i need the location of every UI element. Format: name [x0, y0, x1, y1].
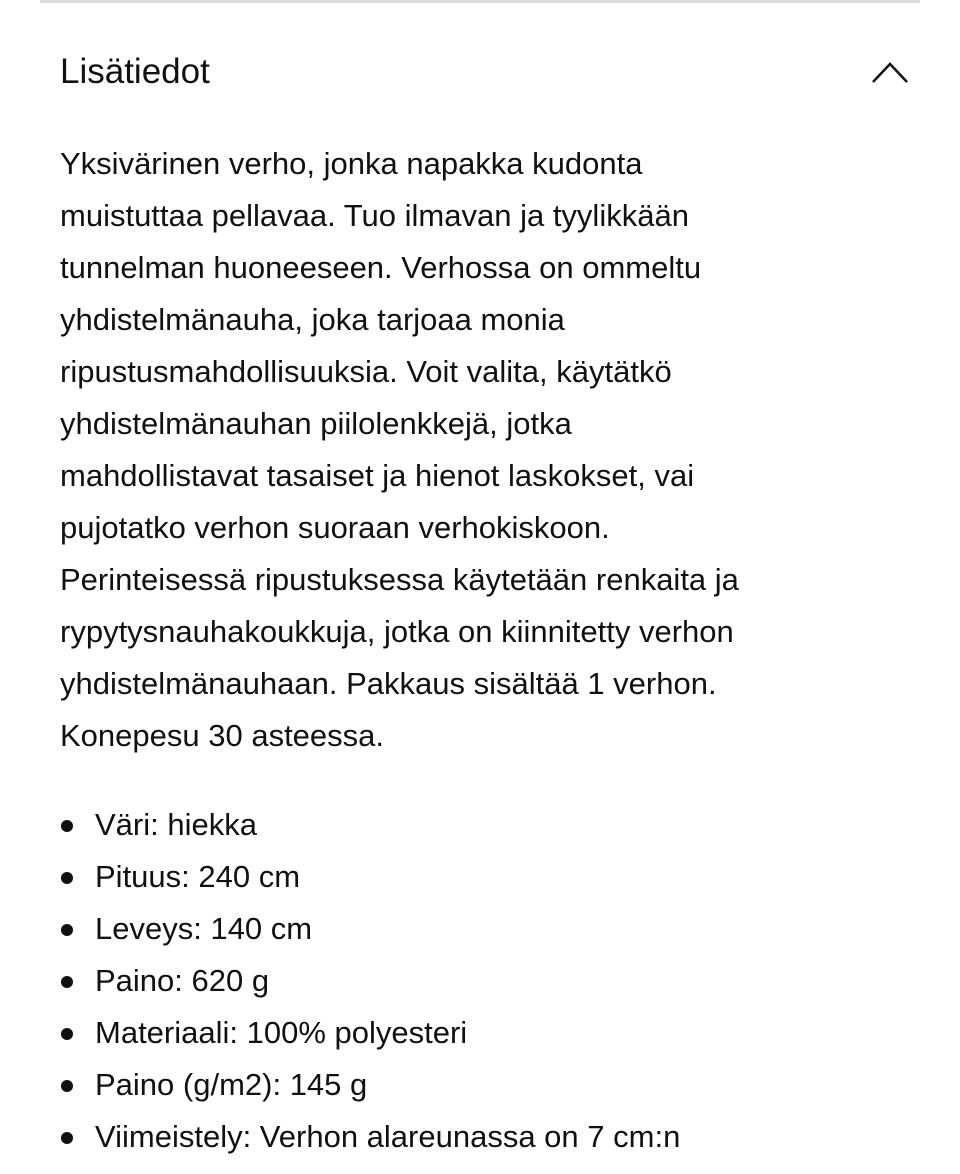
description-line: yhdistelmänauhan piilolenkkejä, jotka: [60, 406, 572, 441]
description-line: tunnelman huoneeseen. Verhossa on ommeltu: [60, 250, 702, 285]
description-line: pujotatko verhon suoraan verhokiskoon.: [60, 510, 610, 545]
description-line: ripustusmahdollisuuksia. Voit valita, käytätkö: [60, 354, 672, 389]
accordion-header-lisatiedot[interactable]: [60, 46, 910, 98]
description-line: Yksivärinen verho, jonka napakka kudonta: [60, 146, 643, 181]
spec-text: Leveys: 140 cm: [95, 911, 313, 946]
description-line: rypytysnauhakoukkuja, jotka on kiinnitetty verhon: [60, 614, 734, 649]
description-line: yhdistelmänauhaan. Pakkaus sisältää 1 verhon.: [60, 666, 717, 701]
spec-text: Paino: 620 g: [95, 963, 270, 998]
spec-item: [60, 1007, 680, 1059]
spec-item: [60, 851, 680, 903]
spec-text: Pituus: 240 cm: [95, 859, 301, 894]
section-title: Lisätiedot: [60, 52, 210, 91]
bullet-icon: [61, 976, 73, 988]
chevron-up-icon[interactable]: [870, 59, 910, 85]
spec-text: Väri: hiekka: [95, 807, 257, 842]
description-line: mahdollistavat tasaiset ja hienot laskokset, vai: [60, 458, 695, 493]
section-divider: [40, 0, 920, 3]
description-line: Konepesu 30 asteessa.: [60, 718, 385, 753]
spec-item: [60, 1111, 680, 1163]
spec-text: Viimeistely: Verhon alareunassa on 7 cm:n: [95, 1119, 681, 1154]
bullet-icon: [61, 1080, 73, 1092]
description-line: Perinteisessä ripustuksessa käytetään renkaita ja: [60, 562, 739, 597]
spec-list: [60, 799, 680, 1163]
bullet-icon: [61, 924, 73, 936]
bullet-icon: [61, 872, 73, 884]
spec-text: Paino (g/m2): 145 g: [95, 1067, 368, 1102]
description-line: muistuttaa pellavaa. Tuo ilmavan ja tyylikkään: [60, 198, 689, 233]
bullet-icon: [61, 1132, 73, 1144]
description-line: yhdistelmänauha, joka tarjoaa monia: [60, 302, 565, 337]
spec-item: [60, 799, 680, 851]
product-description: [60, 138, 930, 762]
spec-text: Materiaali: 100% polyesteri: [95, 1015, 468, 1050]
bullet-icon: [61, 820, 73, 832]
spec-item: [60, 1059, 680, 1111]
spec-item: [60, 903, 680, 955]
bullet-icon: [61, 1028, 73, 1040]
spec-item: [60, 955, 680, 1007]
